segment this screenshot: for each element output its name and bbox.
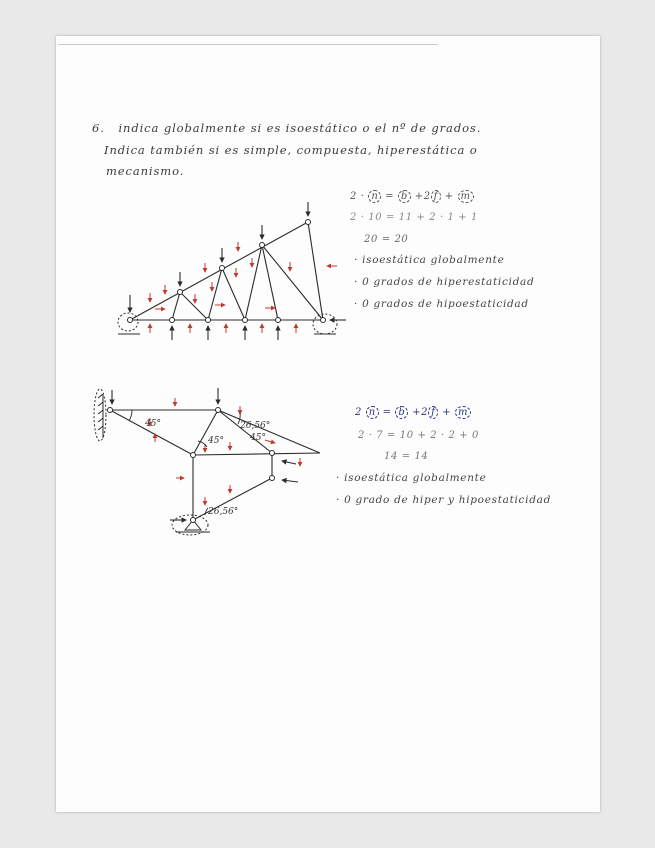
truss1-equation: 2 · n = b +2 f + m <box>350 190 474 203</box>
b-circled: b <box>398 190 411 203</box>
truss1-bullet-1: · isoestática globalmente <box>354 254 505 266</box>
problem-statement-2: Indica también si es simple, compuesta, hiperestática o <box>104 143 478 157</box>
n-circled: n <box>368 190 381 203</box>
truss1-result: 20 = 20 <box>364 234 409 245</box>
truss1-substituted: 2 · 10 = 11 + 2 · 1 + 1 <box>350 212 478 223</box>
truss2-equation: 2 n = b +2 f + m <box>355 406 471 419</box>
angle-label-1: 45° <box>145 419 161 429</box>
b-circled: b <box>395 406 408 419</box>
angle-label-2: 26,56° <box>240 421 271 431</box>
truss2-members <box>110 410 320 520</box>
truss2-red-arrows <box>150 398 300 505</box>
truss2-bullet-2: · 0 grado de hiper y hipoestaticidad <box>336 494 551 506</box>
truss2-result: 14 = 14 <box>384 451 429 462</box>
problem-statement-3: mecanismo. <box>106 164 185 178</box>
f-circled: f <box>428 406 438 419</box>
angle-label-5: 26,56° <box>208 507 239 517</box>
truss2-substituted: 2 · 7 = 10 + 2 · 2 + 0 <box>358 430 480 441</box>
m-circled: m <box>455 406 471 419</box>
truss1-bullet-3: · 0 grados de hipoestaticidad <box>354 298 529 310</box>
problem-number: 6. <box>92 121 105 135</box>
m-circled: m <box>458 190 474 203</box>
problem-statement-1: indica globalmente si es isoestático o el nº de grados. <box>118 121 482 135</box>
angle-label-4: 45° <box>250 433 266 443</box>
truss2-bullet-1: · isoestática globalmente <box>336 472 487 484</box>
n-circled: n <box>366 406 379 419</box>
truss1-bullet-2: · 0 grados de hiperestaticidad <box>354 276 535 288</box>
f-circled: f <box>431 190 441 203</box>
angle-label-3: 45° <box>208 436 224 446</box>
